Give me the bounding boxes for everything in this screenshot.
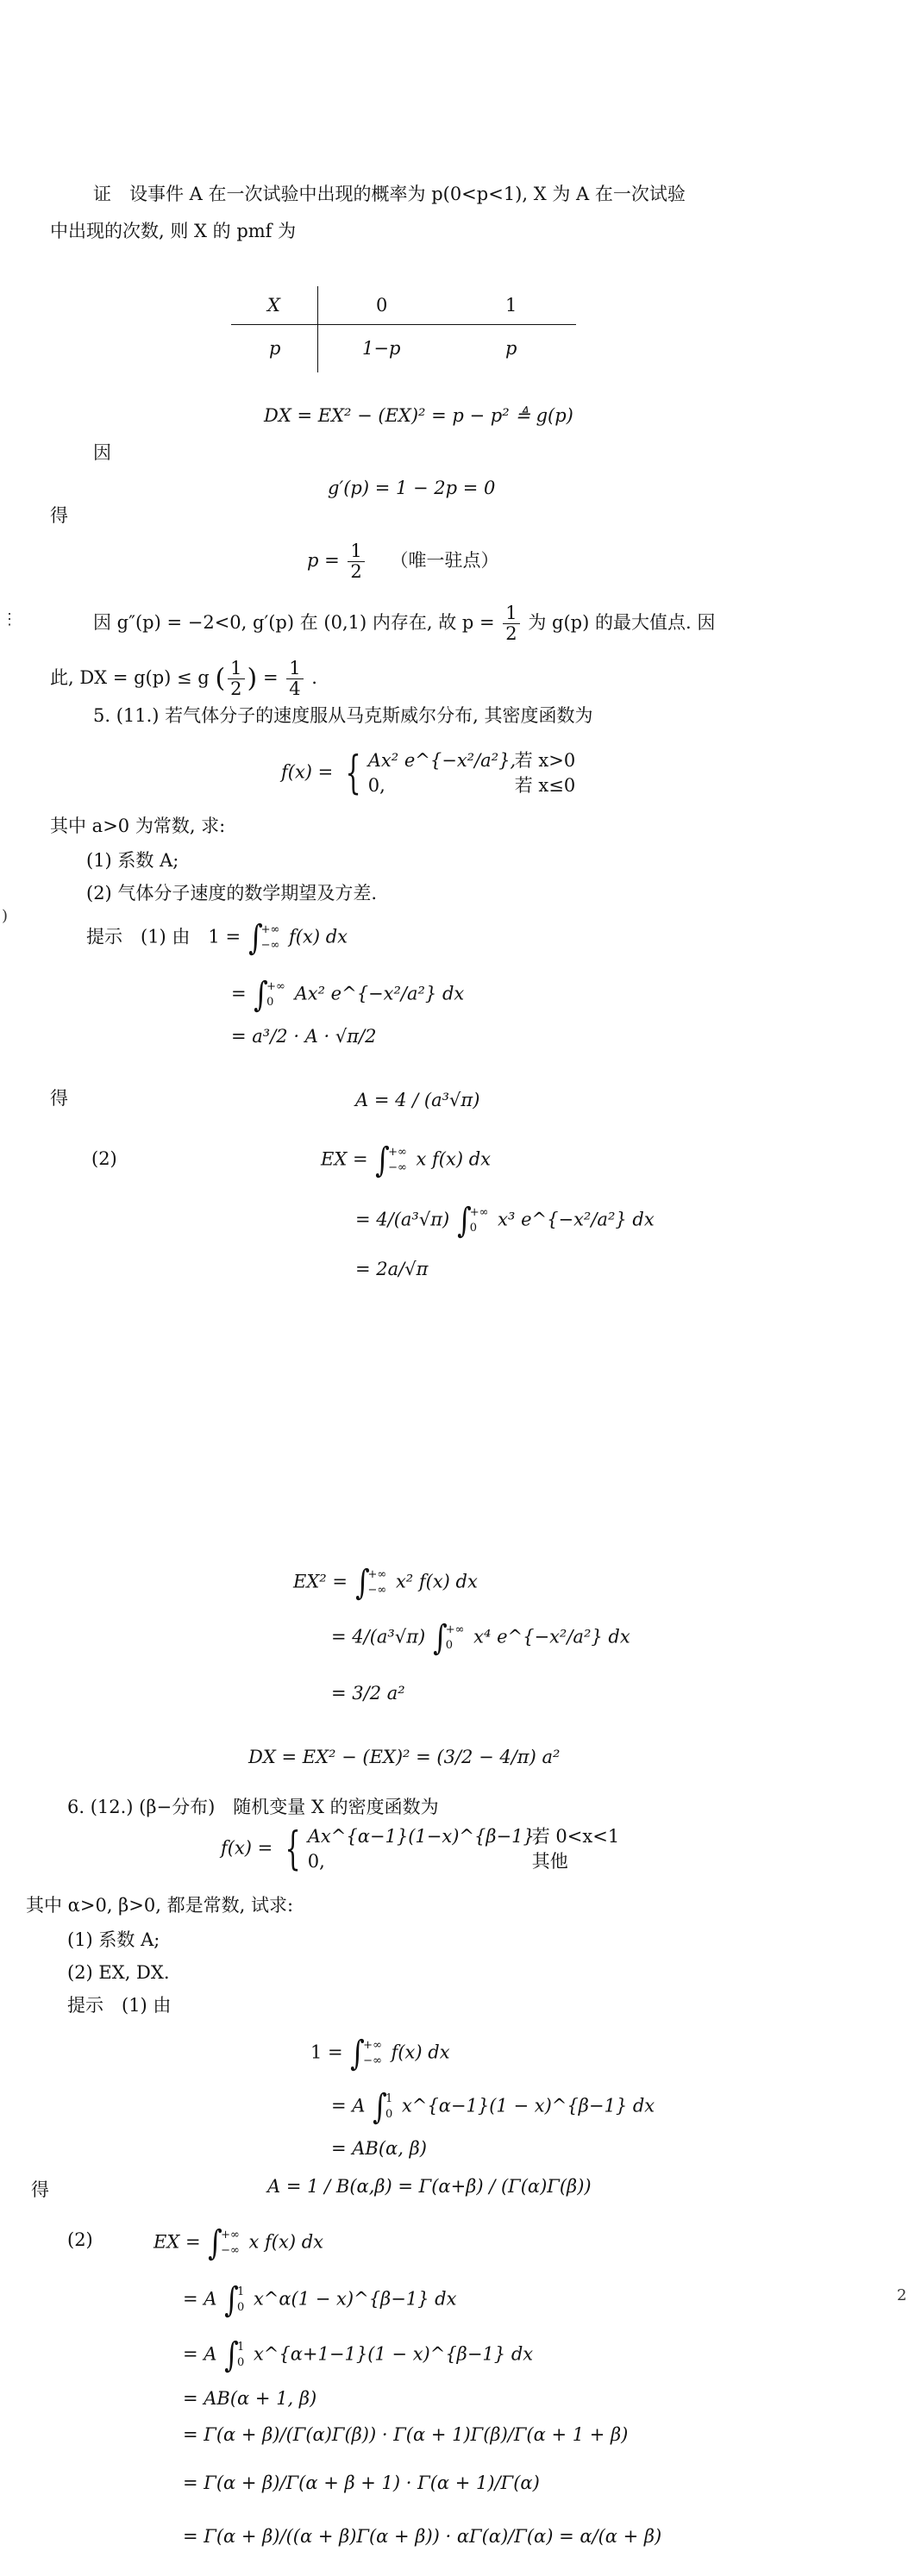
q5-ex2-integrand: x³ e^{−x²/a²} dx [498, 1209, 655, 1230]
q5-dx-line: DX = EX² − (EX)² = (3/2 − 4/π) a² [248, 1747, 561, 1767]
q5-case2-cond: 若 x≤0 [514, 775, 576, 797]
q6-hint: 提示 (1) 由 [67, 1995, 172, 2016]
q5-ex1-integrand: x f(x) dx [416, 1148, 491, 1170]
q5-hint1 [86, 917, 348, 959]
integral-limits: +∞ −∞ [221, 2228, 240, 2257]
since-text-b: 为 g(p) 的最大值点. 因 [528, 612, 716, 634]
p-equation [307, 541, 498, 582]
integral-limits: +∞ −∞ [367, 1567, 387, 1597]
table-header-x: X [267, 295, 280, 316]
q5-f-lhs: f(x) = [281, 761, 334, 783]
integral-icon: ∫ [373, 2087, 387, 2127]
q5-title: 5. (11.) 若气体分子的速度服从马克斯威尔分布, 其密度函数为 [93, 705, 593, 726]
q5-ex1 [321, 1140, 491, 1181]
since-half [503, 603, 519, 644]
quarter-fraction [286, 659, 303, 699]
q6-e2 [183, 2279, 456, 2321]
integral-icon: ∫ [254, 975, 269, 1015]
integral-limits: +∞ 0 [266, 979, 285, 1009]
integral-limits: 1 0 [236, 2285, 245, 2314]
integral-limits: +∞ 0 [445, 1623, 465, 1652]
q5-ex2-line1 [293, 1562, 478, 1604]
q5-ex2 [355, 1200, 655, 1241]
since-line [93, 603, 715, 644]
integral-icon: ∫ [224, 2335, 239, 2375]
q6-A-result: A = 1 / B(α,β) = Γ(α+β) / (Γ(α)Γ(β)) [267, 2176, 592, 2197]
table-cell-p: p [269, 338, 281, 359]
q5-ex1-lhs: EX = [321, 1148, 368, 1170]
q5-ex2-coef: = 4/(a³√π) [355, 1209, 450, 1230]
q5-A-result: A = 4 / (a³√π) [355, 1090, 480, 1110]
q5-ex2-line1-lhs: EX² = [293, 1571, 348, 1592]
integral-icon: ∫ [350, 2034, 366, 2073]
integral-icon: ∫ [456, 1201, 472, 1241]
table-header-1: 1 [505, 295, 517, 316]
q6-l1 [310, 2033, 450, 2074]
q5-ex3: = 2a/√π [355, 1259, 429, 1279]
q5-density [281, 747, 576, 800]
q6-l1-integrand: f(x) dx [391, 2041, 450, 2063]
therefore-text: 此, DX = g(p) ≤ g [50, 667, 210, 689]
q6-l1-lhs: 1 = [310, 2041, 343, 2063]
integral-limits: 1 0 [385, 2091, 393, 2121]
frac-den: 2 [230, 678, 242, 700]
q5-ex2-line2 [331, 1617, 630, 1659]
q5-case1: Ax² e^{−x²/a²}, [367, 750, 517, 771]
q6-item2: (2) EX, DX. [67, 1962, 170, 1983]
q6-e3-coef: = A [183, 2343, 217, 2365]
frac-den: 2 [505, 623, 517, 645]
q5-hint3: = a³/2 · A · √π/2 [231, 1026, 377, 1047]
margin-mark: 2 [897, 2286, 907, 2304]
since-text-a: 因 g″(p) = −2<0, g′(p) 在 (0,1) 内存在, 故 p = [93, 612, 495, 634]
label-get-1: 得 [50, 505, 68, 526]
frac-den: 4 [289, 678, 301, 700]
q6-cases [308, 1826, 619, 1873]
frac-num: 1 [348, 541, 364, 562]
q6-e6: = Γ(α + β)/Γ(α + β + 1) · Γ(α + 1)/Γ(α) [183, 2473, 540, 2493]
q6-where: 其中 α>0, β>0, 都是常数, 试求: [26, 1895, 294, 1916]
q6-case1-cond: 若 0<x<1 [531, 1826, 620, 1847]
gprime-equation: g′(p) = 1 − 2p = 0 [328, 478, 496, 498]
integral-icon: ∫ [354, 1563, 370, 1603]
integral-limits: +∞ 0 [469, 1205, 489, 1235]
q5-case2: 0, [367, 775, 385, 797]
q6-e1 [154, 2223, 323, 2264]
q6-case1: Ax^{α−1}(1−x)^{β−1}, [307, 1826, 541, 1847]
label-because: 因 [93, 442, 111, 463]
frac-num: 1 [286, 659, 303, 679]
q6-l2-coef: = A [331, 2095, 366, 2116]
q5-ex2-line3: = 3/2 a² [331, 1683, 405, 1704]
q5-item1: (1) 系数 A; [86, 850, 179, 871]
q6-title: 6. (12.) (β−分布) 随机变量 X 的密度函数为 [67, 1797, 439, 1817]
margin-mark: ) [2, 907, 9, 925]
q6-e5: = Γ(α + β)/(Γ(α)Γ(β)) · Γ(α + 1)Γ(β)/Γ(α + 1 + β) [183, 2424, 629, 2445]
q6-e7: = Γ(α + β)/((α + β)Γ(α + β)) · αΓ(α)/Γ(α) = α/(α + β) [183, 2526, 662, 2547]
q6-item1: (1) 系数 A; [67, 1929, 160, 1950]
table-cell-p2: p [505, 338, 517, 359]
integral-icon: ∫ [247, 918, 263, 958]
table-header-0: 0 [376, 295, 388, 316]
q6-e1-integrand: x f(x) dx [248, 2231, 323, 2253]
q6-part2: (2) [67, 2229, 93, 2250]
q6-f-lhs: f(x) = [221, 1837, 273, 1859]
therefore-line: 此, DX = g(p) ≤ g ( $\frac{1}{2}$ ) = $\frac{1}{4}$ . [50, 658, 317, 700]
q6-case2: 0, [307, 1851, 325, 1873]
stationary-note: （唯一驻点） [390, 550, 499, 572]
integral-limits: 1 0 [236, 2340, 245, 2369]
q5-hint2-integrand: Ax² e^{−x²/a²} dx [294, 983, 465, 1004]
q6-e3-integrand: x^{α+1−1}(1 − x)^{β−1} dx [253, 2343, 534, 2365]
q5-ex2-line2-coef: = 4/(a³√π) [331, 1626, 426, 1648]
proof-line-2: 中出现的次数, 则 X 的 pmf 为 [50, 221, 297, 241]
integral-limits: +∞ −∞ [260, 922, 280, 952]
q6-case2-cond: 其他 [531, 1851, 568, 1873]
q5-get: 得 [50, 1088, 68, 1109]
q6-e3 [183, 2335, 533, 2376]
q5-ex2-line2-integrand: x⁴ e^{−x²/a²} dx [473, 1626, 630, 1648]
table-cell-1-p: 1−p [362, 338, 401, 359]
q5-part2: (2) [91, 1148, 117, 1169]
q6-density [221, 1823, 620, 1876]
q5-case1-cond: 若 x>0 [514, 750, 576, 771]
proof-line-1: 证 设事件 A 在一次试验中出现的概率为 p(0<p<1), X 为 A 在一次试验 [93, 184, 686, 204]
q6-get: 得 [31, 2179, 49, 2200]
q5-item2: (2) 气体分子速度的数学期望及方差. [86, 883, 378, 903]
q6-e2-integrand: x^α(1 − x)^{β−1} dx [253, 2288, 457, 2310]
left-brace-icon: { [285, 1823, 301, 1876]
dx-equation: DX = EX² − (EX)² = p − p² ≜ g(p) [264, 405, 573, 426]
q6-l2-integrand: x^{α−1}(1 − x)^{β−1} dx [401, 2095, 655, 2116]
integral-icon: ∫ [224, 2280, 239, 2320]
frac-num: 1 [228, 659, 244, 679]
integral-icon: ∫ [208, 2223, 223, 2263]
q6-e2-coef: = A [183, 2288, 217, 2310]
frac-den: 2 [350, 561, 362, 583]
frac-num: 1 [503, 603, 519, 624]
therefore-eq: = [262, 667, 279, 689]
half-fraction [348, 541, 364, 582]
integral-limits: +∞ −∞ [388, 1145, 407, 1174]
left-brace-icon: { [345, 747, 361, 800]
integral-limits: +∞ −∞ [363, 2038, 382, 2067]
therefore-half [228, 659, 244, 699]
integral-icon: ∫ [375, 1141, 391, 1180]
p-eq-lhs: p = [307, 550, 340, 572]
q6-e1-lhs: EX = [154, 2231, 201, 2253]
q5-hint2: = ∫ +∞ 0 Ax² e^{−x²/a²} dx [231, 975, 465, 1015]
q6-l3: = AB(α, β) [331, 2138, 427, 2159]
therefore-period: . [311, 667, 317, 689]
integral-icon: ∫ [432, 1618, 448, 1658]
q6-e4: = AB(α + 1, β) [183, 2388, 317, 2409]
table-vrule [317, 286, 318, 372]
table-hrule [231, 324, 576, 325]
q5-cases [368, 750, 575, 797]
q6-l2 [331, 2086, 655, 2128]
q5-ex2-line1-integrand: x² f(x) dx [395, 1571, 478, 1592]
q5-where: 其中 a>0 为常数, 求: [50, 816, 226, 836]
q5-hint1-text: 提示 (1) 由 1 = [86, 926, 241, 947]
pmf-table [231, 286, 576, 372]
margin-mark: ⋮ [2, 610, 17, 628]
q5-hint1-integrand: f(x) dx [289, 926, 348, 947]
